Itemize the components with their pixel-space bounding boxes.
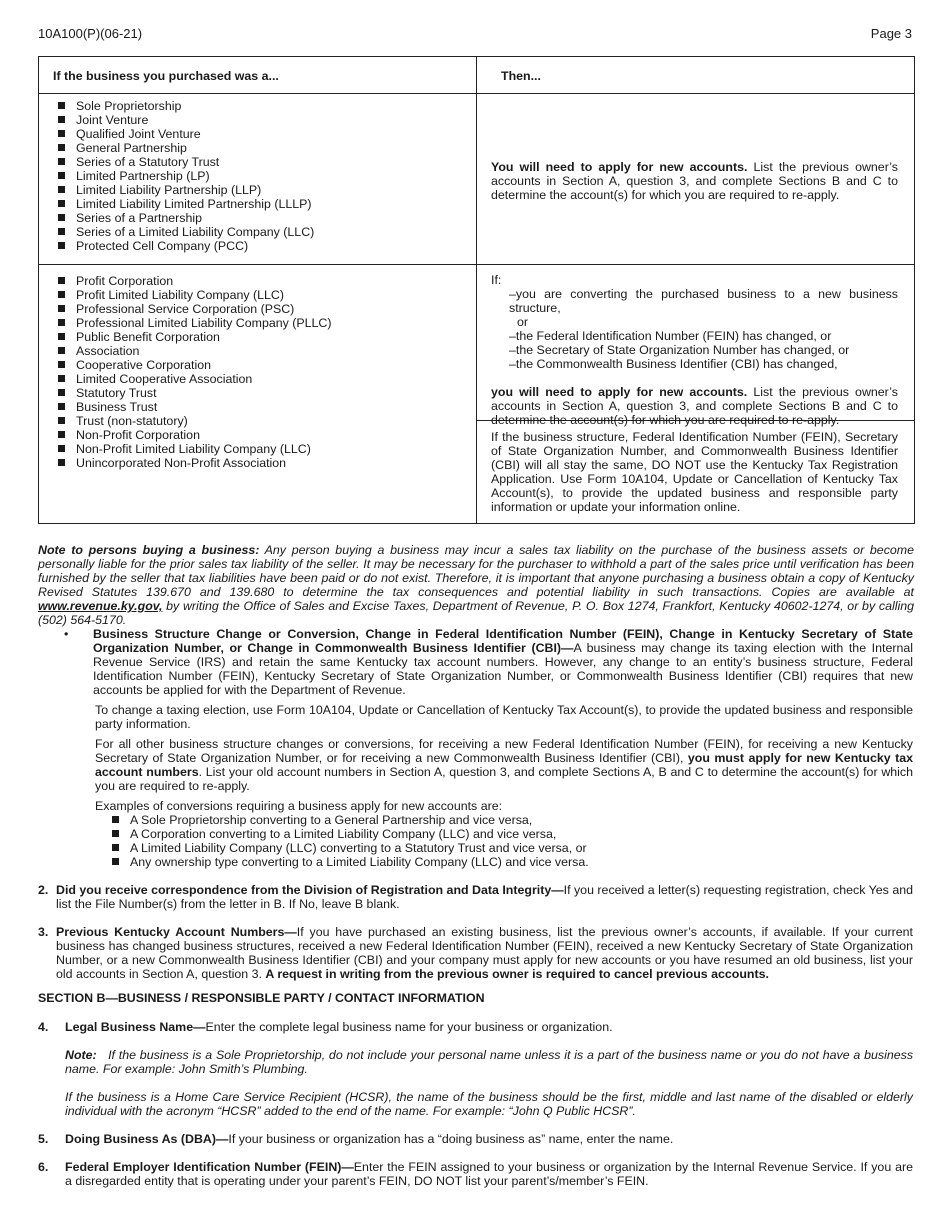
example-item: A Corporation converting to a Limited Liability Company (LLC) and vice versa, [95,827,589,841]
condition-4: –the Commonwealth Business Identifier (CBI) has changed, [509,357,838,371]
bullet-mark: • [64,627,69,641]
row2-business-types [39,265,477,524]
q5-text: Doing Business As (DBA)—If your business or organization has a “doing business as” name, enter the name. [65,1132,674,1146]
form-id: 10A100(P)(06-21) [38,26,143,41]
row1-then-text: List the previous owner’s accounts in Section A, question 3, and complete Sections B and C to determine the account(s) for which you are required to re-apply. [491,160,898,202]
business-type-item: Limited Partnership (LP) [39,169,476,183]
business-type-item: General Partnership [39,141,476,155]
business-type-item: Limited Cooperative Association [39,372,476,386]
business-type-item: Qualified Joint Venture [39,127,476,141]
q5-number: 5. [38,1132,49,1146]
example-item: Any ownership type converting to a Limited Liability Company (LLC) and vice versa. [95,855,589,869]
business-type-item: Professional Limited Liability Company (PLLC) [39,316,476,330]
structure-change-para: Business Structure Change or Conversion, Change in Federal Identification Number (FEIN), Change in Kentucky Secretary of State Organization Number, or Change in Commonwealth Business Identifier (CBI)—A business may change its taxing election with the Internal Revenue Service (IRS) and retain the same Kentucky tax account numbers. However, any change to an entity’s business structure, Federal Identification Number (FEIN), Kentucky Secretary of State Organization Number, or Commonwealth Business Identifier (CBI) requires that new accounts be applied for with the Department of Revenue. [93,627,913,697]
table-header-right: Then... [477,57,915,94]
example-item: A Limited Liability Company (LLC) converting to a Statutory Trust and vice versa, or [95,841,589,855]
business-type-item: Limited Liability Limited Partnership (LLLP) [39,197,476,211]
business-type-item: Professional Service Corporation (PSC) [39,302,476,316]
row1-then-bold: You will need to apply for new accounts. [491,160,748,174]
page-number: Page 3 [870,26,912,41]
q4-text: Legal Business Name—Enter the complete legal business name for your business or organization. [65,1020,613,1034]
business-type-item: Series of a Partnership [39,211,476,225]
row2-then-bold: you will need to apply for new accounts. [491,385,748,399]
q4-note: Note: If the business is a Sole Proprietorship, do not include your personal name unless it is a part of the business name or you do not have a business name. For example: John Smith’s Plumbing. [65,1048,914,1076]
business-type-item: Sole Proprietorship [39,99,476,113]
row2-then-text: List the previous owner’s accounts in Section A, question 3, and complete Sections B and C to determine the account(s) for which you are required to re-apply. [491,385,898,427]
business-type-item: Limited Liability Partnership (LLP) [39,183,476,197]
business-type-item: Cooperative Corporation [39,358,476,372]
taxing-election-para: To change a taxing election, use Form 10A104, Update or Cancellation of Kentucky Tax Account(s), to provide the updated business and responsible party information. [95,703,913,731]
business-type-item: Association [39,344,476,358]
business-type-item: Profit Corporation [39,274,476,288]
revenue-link[interactable]: www.revenue.ky.gov, [38,599,163,613]
examples-intro: Examples of conversions requiring a business apply for new accounts are: [95,799,503,813]
condition-2: –the Federal Identification Number (FEIN) has changed, or [509,329,832,343]
q6-number: 6. [38,1160,49,1174]
example-item: A Sole Proprietorship converting to a General Partnership and vice versa, [95,813,589,827]
business-type-item: Public Benefit Corporation [39,330,476,344]
business-type-item: Non-Profit Corporation [39,428,476,442]
business-type-item: Business Trust [39,400,476,414]
note-buying-business: Note to persons buying a business: Any person buying a business may incur a sales tax liability on the purchase of the business assets or become personally liable for the prior sales tax liability of the seller. It may be necessary for the purchaser to withhold a part of the sales price until verification has been furnished by the seller that tax liabilities have been paid or do not exist. Therefore, it is important that anyone purchasing a business obtain a copy of Kentucky Revised Statutes 139.670 and 139.680 to determine the tax consequences and potential liability in such transactions. Copies are available at www.revenue.ky.gov, by writing the Office of Sales and Excise Taxes, Department of Revenue, P. O. Box 1274, Frankfort, Kentucky 40602-1274, or by calling (502) 564-5170. [38,543,915,627]
business-type-item: Unincorporated Non-Profit Association [39,456,476,470]
section-b-heading: SECTION B—BUSINESS / RESPONSIBLE PARTY / CONTACT INFORMATION [38,991,485,1005]
row1-then [477,94,915,265]
q6-text: Federal Employer Identification Number (FEIN)—Enter the FEIN assigned to your business or organization by the Internal Revenue Service. If you are a disregarded entity that is operating under your parent’s FEIN, DO NOT list your parent’s/member’s FEIN. [65,1160,913,1188]
q4-number: 4. [38,1020,49,1034]
business-type-item: Series of a Statutory Trust [39,155,476,169]
business-type-item: Profit Limited Liability Company (LLC) [39,288,476,302]
examples-list [95,813,589,869]
condition-1: –you are converting the purchased business to a new business structure, [509,287,898,315]
q4-hcsr: If the business is a Home Care Service Recipient (HCSR), the name of the business should be the first, middle and last name of the disabled or elderly individual with the acronym “HCSR” added to the end of the name. For example: “John Q Public HCSR”. [65,1090,913,1118]
row2-same-structure: If the business structure, Federal Identification Number (FEIN), Secretary of State Organization Number, and Commonwealth Business Identifier (CBI) will all stay the same, DO NOT use the Kentucky Tax Registration Application. Use Form 10A104, Update or Cancellation of Kentucky Tax Account(s), to provide the updated business and responsible party information or update your information online. [491,430,898,514]
business-type-item: Non-Profit Limited Liability Company (LLC) [39,442,476,456]
purchase-table [38,56,915,524]
row2-then [477,265,915,524]
q2-text: Did you receive correspondence from the Division of Registration and Data Integrity—If you received a letter(s) requesting registration, check Yes and list the File Number(s) from the letter in B. If No, leave B blank. [56,883,913,911]
other-changes-para: For all other business structure changes or conversions, for receiving a new Federal Identification Number (FEIN), for receiving a new Kentucky Secretary of State Organization Number, or for receiving a new Commonwealth Business Identifier (CBI), you must apply for new Kentucky tax account numbers. List your old account numbers in Section A, question 3, and complete Sections A, B and C to determine the account(s) for which you are required to re-apply. [95,737,914,793]
condition-or: or [517,315,529,329]
business-type-item: Statutory Trust [39,386,476,400]
row1-business-types [39,94,477,265]
business-type-item: Series of a Limited Liability Company (LLC) [39,225,476,239]
condition-3: –the Secretary of State Organization Number has changed, or [509,343,850,357]
business-type-item: Protected Cell Company (PCC) [39,239,476,253]
business-type-item: Trust (non-statutory) [39,414,476,428]
table-header-left: If the business you purchased was a... [39,57,477,94]
q2-number: 2. [38,883,49,897]
business-type-item: Joint Venture [39,113,476,127]
q3-text: Previous Kentucky Account Numbers—If you have purchased an existing business, list the previous owner’s accounts, if available. If your current business has changed business structures, received a new Federal Identification Number (FEIN), received a new Kentucky Secretary of State Organization Number, or a new Commonwealth Business Identifier (CBI) and your company must apply for new accounts or you have resumed an old business, list your old accounts in Section A, question 3. A request in writing from the previous owner is required to cancel previous accounts. [56,925,913,981]
q3-number: 3. [38,925,49,939]
row2-if: If: [491,273,502,287]
